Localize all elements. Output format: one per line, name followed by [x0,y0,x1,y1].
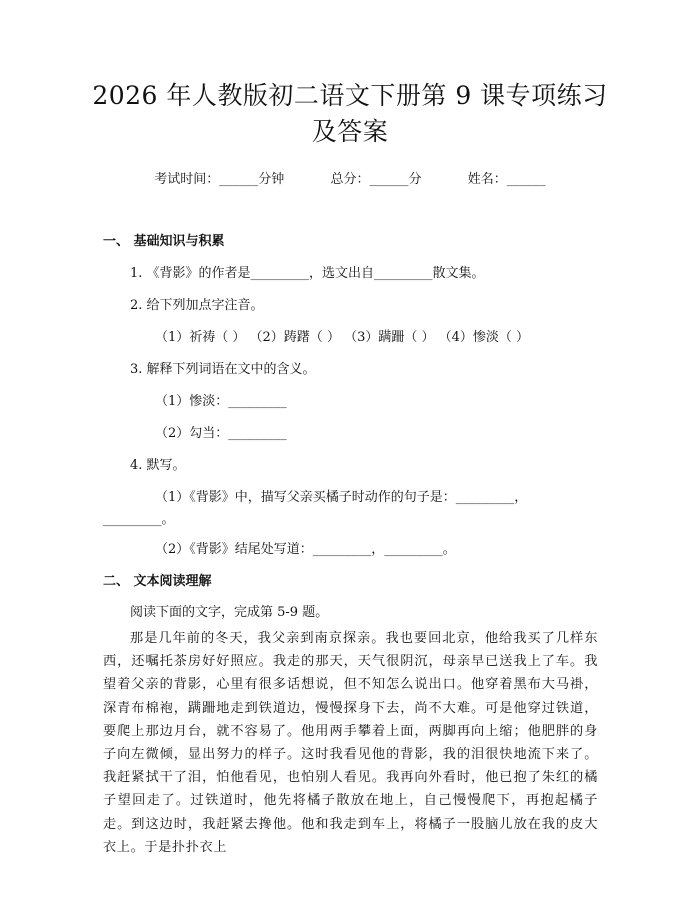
question-2-items: （1）祈祷（ ） （2）踌躇（ ） （3）蹒跚（ ） （4）惨淡（ ） [155,330,530,345]
question-4-2: （2）《背影》结尾处写道：_________，_________。 [155,542,456,557]
question-4-1-continued: _________。 [103,512,175,527]
question-4-1: （1）《背影》中，描写父亲买橘子时动作的句子是：_________， [155,490,528,505]
exam-meta [0,168,700,187]
section-1-heading: 一、 基础知识与积累 [103,234,225,249]
question-3-2: （2）勾当：_________ [155,426,287,441]
reading-passage: 那是几年前的冬天，我父亲到南京探亲。我也要回北京，他给我买了几样东西，还嘱托茶房好好照应。我走的那天，天气很阴沉，母亲早已送我上了车。我望着父亲的背影，心里有很多话想说，但不知怎么说出口。他穿着黑布大马褂，深青布棉袍，蹒跚地走到铁道边，慢慢探身下去，尚不大难。可是他穿过铁道，要爬上那边月台，就不容易了。他用两手攀着上面，两脚再向上缩；他肥胖的身子向左微倾，显出努力的样子。这时我看见他的背影，我的泪很快地流下来了。我赶紧拭干了泪，怕他看见，也怕别人看见。我再向外看时，他已抱了朱红的橘子望回走了。过铁道时，他先将橘子散放在地上，自己慢慢爬下，再抱起橘子走。到这边时，我赶紧去搀他。他和我走到车上，将橘子一股脑儿放在我的皮大衣上。于是扑扑衣上 [103,631,598,855]
question-2: 2. 给下列加点字注音。 [130,298,264,313]
title-line-2: 及答案 [311,117,389,146]
total-score: 总分：______分 [330,172,422,187]
exam-time: 考试时间：______分钟 [154,172,285,187]
section-2-heading: 二、 文本阅读理解 [103,574,212,589]
question-4: 4. 默写。 [130,458,186,473]
question-1: 1. 《背影》的作者是_________，选文出自_________散文集。 [130,266,485,281]
title-line-1: 2026 年人教版初二语文下册第 9 课专项练习 [92,81,608,110]
document-title [90,78,610,150]
reading-instructions: 阅读下面的文字，完成第 5-9 题。 [130,605,329,620]
question-3-1: （1）惨淡：_________ [155,394,287,409]
question-3: 3. 解释下列词语在文中的含义。 [130,362,316,377]
student-name: 姓名：______ [467,172,546,187]
